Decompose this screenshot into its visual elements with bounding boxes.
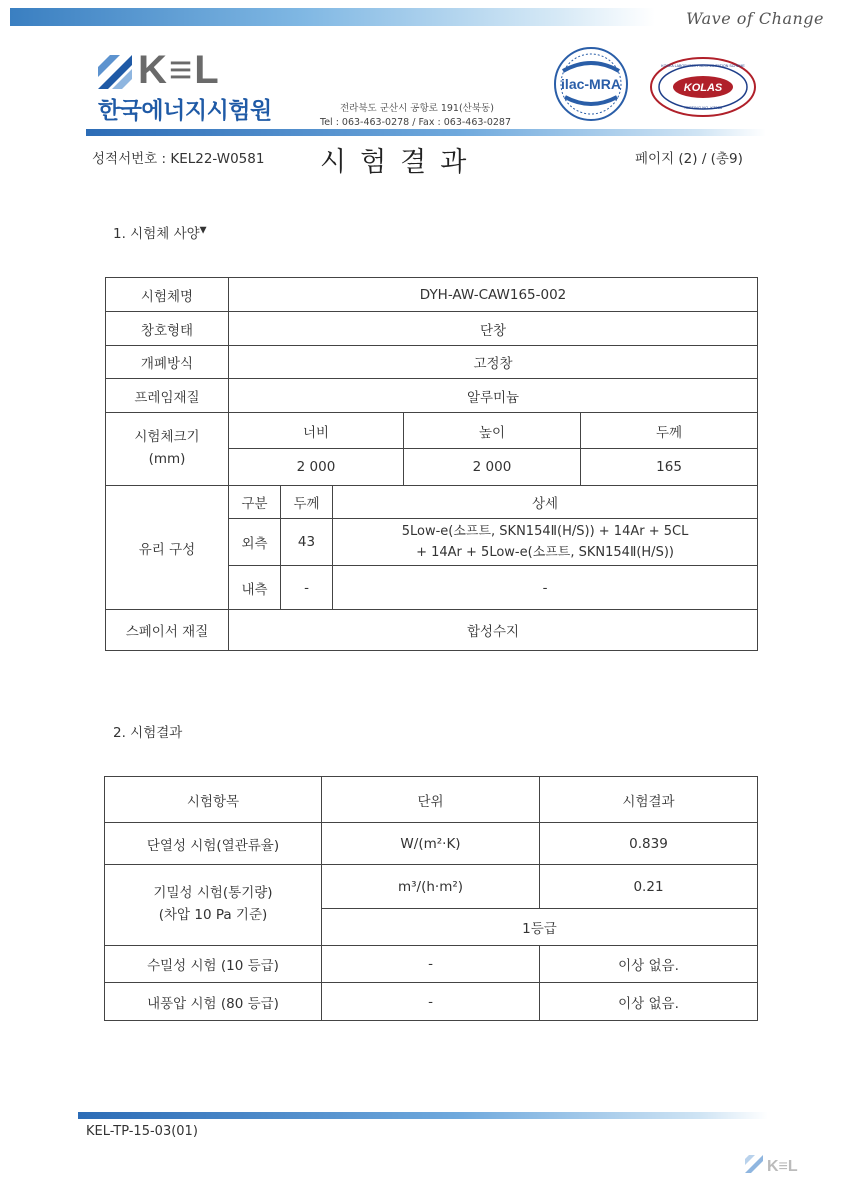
kolas-badge-text: KOLAS [683,82,723,94]
spacer-value: 합성수지 [229,610,758,651]
spacer-label: 스페이서 재질 [106,610,229,651]
watertight-result: 이상 없음. [540,946,758,983]
kel-logo-text: K≡L [138,48,221,92]
table-row [105,777,758,823]
institute-contact: Tel : 063-463-0278 / Fax : 063-463-0287 [320,117,512,128]
size-label [106,413,229,486]
frame-label: 프레임재질 [106,379,229,413]
unit-header: 단위 [322,777,540,823]
footer-divider [78,1112,768,1119]
size-label-line2: (mm) [148,451,186,467]
inner-label: 내측 [229,566,281,610]
test-results-table [104,776,758,1021]
specimen-name-value: DYH-AW-CAW165-002 [229,278,758,312]
table-row [105,865,758,909]
inner-thickness: - [281,566,333,610]
table-row [106,610,758,651]
ilac-badge-text: ilac-MRA [561,76,621,92]
kolas-subtitle: KOREA LABORATORY ACCREDITATION SCHEME [661,64,745,68]
section-2-heading: 2. 시험결과 [113,725,183,741]
table-row [105,946,758,983]
specimen-spec-table [105,277,758,651]
kolas-badge-icon [649,56,757,118]
kel-logo-icon [98,55,132,89]
frame-value: 알루미늄 [229,379,758,413]
airtight-label-line1: 기밀성 시험(통기량) [153,885,273,902]
wind-unit: - [322,983,540,1021]
table-row [106,413,758,449]
thickness-header: 두께 [581,413,758,449]
table-row [106,486,758,519]
thermal-result: 0.839 [540,823,758,865]
airtight-result: 0.21 [540,865,758,909]
thermal-unit: W/(m²·K) [322,823,540,865]
footer-logo-text: K≡L [767,1158,798,1175]
airtight-label-line2: (차압 10 Pa 기준) [158,907,268,923]
width-header: 너비 [229,413,404,449]
window-type-value: 단창 [229,312,758,346]
page-info: 페이지 (2) / (총9) [635,151,743,167]
inner-detail: - [333,566,758,610]
watertight-unit: - [322,946,540,983]
thickness-value: 165 [581,449,758,486]
size-label-line1: 시험체크기 [134,429,200,446]
height-header: 높이 [404,413,581,449]
certificate-number: 성적서번호 : KEL22-W0581 [92,151,265,167]
airtight-unit: m³/(h·m²) [322,865,540,909]
form-code: KEL-TP-15-03(01) [86,1124,198,1139]
airtight-grade: 1등급 [322,909,758,946]
outer-detail [333,519,758,566]
glass-thickness-header: 두께 [281,486,333,519]
item-header: 시험항목 [105,777,322,823]
triangle-marker-icon: ▼ [199,225,207,236]
watertight-label: 수밀성 시험 (10 등급) [105,946,322,983]
opening-value: 고정창 [229,346,758,379]
kolas-testing-no: TESTING NO. KT038 [683,105,723,110]
ilac-mra-badge-icon [553,45,629,123]
top-decor-bar [10,8,655,26]
outer-label: 외측 [229,519,281,566]
institute-address: 전라북도 군산시 공항로 191(산북동) [340,103,494,114]
institute-name: 한국에너지시험원 [98,98,272,124]
table-row [105,823,758,865]
division-header: 구분 [229,486,281,519]
section-1-heading [113,222,207,242]
outer-detail-line2: + 14Ar + 5Low-e(소프트, SKN154Ⅱ(H/S)) [416,545,674,560]
section-1-heading-text: 1. 시험체 사양 [113,226,200,242]
detail-header: 상세 [333,486,758,519]
airtight-label [105,865,322,946]
table-row [106,346,758,379]
specimen-name-label: 시험체명 [106,278,229,312]
table-row [106,379,758,413]
outer-detail-line1: 5Low-e(소프트, SKN154Ⅱ(H/S)) + 14Ar + 5CL [401,523,689,539]
wind-label: 내풍압 시험 (80 등급) [105,983,322,1021]
height-value: 2 000 [404,449,581,486]
footer-kel-logo-icon [743,1155,813,1175]
table-row [106,312,758,346]
outer-thickness: 43 [281,519,333,566]
header-divider [86,129,766,136]
table-row [106,278,758,312]
table-row [105,983,758,1021]
thermal-label: 단열성 시험(열관류율) [105,823,322,865]
document-title: 시험결과 [320,147,481,178]
window-type-label: 창호형태 [106,312,229,346]
wind-result: 이상 없음. [540,983,758,1021]
opening-label: 개폐방식 [106,346,229,379]
glass-label: 유리 구성 [106,486,229,610]
result-header: 시험결과 [540,777,758,823]
width-value: 2 000 [229,449,404,486]
tagline: Wave of Change [686,9,824,28]
